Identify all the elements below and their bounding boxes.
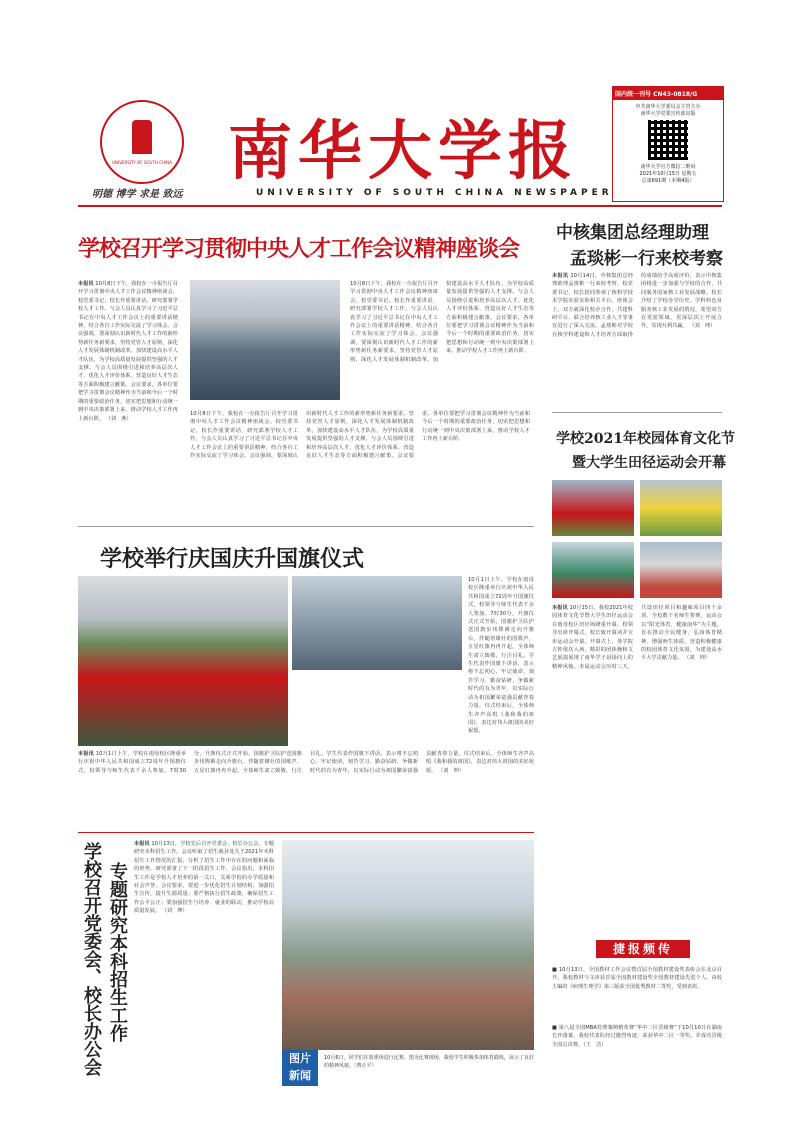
masthead-rule — [78, 205, 722, 207]
good-news-item-1: ■ 10月13日，全国教材工作会议暨首届全国教材建设奖表彰会在北京召开。我校教材与文章获首届全国教材建设奖全国教材建设先进个人，由校主编的《病理生理学》第三版获全国优秀教材二等奖，受到表彰。 — [552, 967, 722, 990]
seal-emblem-icon — [132, 120, 152, 154]
divider — [552, 412, 722, 413]
sports-photo-1 — [552, 480, 634, 536]
divider — [78, 526, 534, 527]
photo-news-label-2: 新闻 — [289, 1069, 311, 1082]
enroll-title-1: 学校召开党委会、校长办公会 — [81, 842, 102, 1076]
side2-byline: 本报讯 — [552, 605, 568, 611]
side1-byline: 本报讯 — [552, 273, 569, 279]
photo-caption: 10月6日，同学们在篮球场进行比赛。图为比赛现场，我校学生积极参加体育锻炼，展示了良好的精神风貌。（曹正平） — [324, 1055, 534, 1070]
photo-news-label-1: 图片 — [289, 1052, 311, 1065]
motto: 明德 博学 求是 致远 — [92, 189, 183, 200]
enroll-text: 10月13日，学校先后召开党委会、校长办公会，专题研究本科招生工作。会议听取了招生就业处关于2021年本科招生工作情况的汇报，分析了招生工作中存在的问题和面临的形势，研究部署了下一阶段招生工作。会议指出，本科招生工作是学校人才培养的第一关口，关系学校的办学质量和社会声誉。会议要求，要进一步优化招生计划结构，加强招生宣传，提升生源质量；要严格执行招生政策，确保招生工作公平公正；要加强招生与培养、就业的联动，推动学校高质量发展。 — [134, 841, 274, 915]
newspaper-title: 南华大学报 — [228, 114, 578, 189]
section-rule — [78, 832, 534, 833]
sports-photo-4 — [640, 542, 722, 598]
university-seal — [100, 100, 184, 184]
side2-text: 10月15日，我校2021年校园体育文化节暨大学生田径运动会在雨母校区田径场隆重开幕。校领导出席开幕式，校长致开幕词并宣布运动会开幕。开幕式上，各学院方阵依次入场，精彩的团体操和文艺展演展现了南华学子昂扬向上的精神风貌。本届运动会历时三天，共设田径项目和趣味项目四十余项，全校数千名师生参赛。运动会以“阳光体育，健康南华”为主题，旨在推动全民健身，弘扬体育精神，增强师生体质，营造积极健康的校园体育文化氛围，为建设高水平大学贡献力量。 — [552, 605, 722, 670]
lead-body-col1 — [78, 280, 178, 520]
sports-photo-3 — [552, 542, 634, 598]
enroll-body — [134, 840, 274, 1090]
side2-body — [552, 604, 722, 830]
qr-code-icon — [648, 120, 688, 160]
sports-photo-2 — [640, 480, 722, 536]
issue-date: 2021年10月15日 星期五 — [639, 171, 697, 177]
good-news-title: 捷报频传 — [612, 942, 673, 956]
cn-number: 国内统一刊号 CN43-0818/G — [613, 87, 723, 100]
side1-body — [552, 272, 722, 400]
side2-headline-1: 学校2021年校园体育文化节 — [556, 431, 735, 447]
info-box — [612, 86, 724, 202]
side1-headline-1: 中核集团总经理助理 — [556, 223, 709, 243]
side1-headline-2: 孟琰彬一行来校考察 — [570, 249, 723, 269]
seal-text: UNIVERSITY OF SOUTH CHINA — [112, 160, 172, 165]
flag-photo-right — [292, 576, 462, 670]
flag-author: （刘 坤） — [438, 767, 464, 774]
lead-body-col3 — [350, 280, 534, 404]
flag-body — [78, 750, 534, 826]
lead-author: （刘 燕） — [105, 415, 132, 422]
good-news-banner — [596, 940, 690, 958]
flag-photo-left — [78, 576, 288, 746]
lead-photo — [190, 280, 340, 400]
flag-text: 10月1日上午，学校在雨母校区隆重举行庆祝中华人民共和国成立72周年升国旗仪式，校领导与师生代表千余人参加。7时30分，升旗仪式正式开始，国旗护卫队护送国旗步伐铿锵走向升旗台。伴随着雄壮的国歌声，五星红旗冉冉升起，全体师生肃立致敬，行注目礼。学生代表作国旗下讲话，表示将不忘初心、牢记使命，刻苦学习、勤奋钻研，争做新时代的有为青年，以实际行动为祖国繁荣富强贡献青春力量。仪式结束后，全体师生齐声高唱《我和我的祖国》，表达对伟大祖国的美好祝愿。 — [78, 751, 534, 774]
flag-text-side: 10月1日上午，学校在雨母校区隆重举行庆祝中华人民共和国成立72周年升国旗仪式，校领导与师生代表千余人参加。7时30分，升旗仪式正式开始，国旗护卫队护送国旗步伐铿锵走向升旗台。伴随着雄壮的国歌声，五星红旗冉冉升起，全体师生肃立致敬，行注目礼。学生代表作国旗下讲话，表示将不忘初心、牢记使命，刻苦学习、勤奋钻研，争做新时代的有为青年，以实际行动为祖国繁荣富强贡献青春力量。仪式结束后，全体师生齐声高唱《我和我的祖国》，表达对伟大祖国的美好祝愿。 — [468, 577, 534, 735]
lead-byline: 本报讯 — [78, 281, 94, 287]
side2-author: （刘 坤） — [684, 655, 711, 662]
flag-byline: 本报讯 — [78, 751, 95, 757]
side2-headline-2: 暨大学生田径运动会开幕 — [572, 455, 726, 471]
photo-news-badge — [282, 1050, 318, 1086]
side1-author: （刘 坤） — [689, 323, 716, 330]
good-news-item-2: ■ 第八届全国MBA管理案例精英赛“华中二区晋级赛”于10月10日在湖南长沙落幕，我校代表队经过激烈角逐，荣获华中二区一等奖，并成功晋级全国总决赛。（王 洁） — [552, 1025, 722, 1048]
basketball-photo — [282, 840, 534, 1050]
flag-body-side — [468, 576, 534, 735]
sponsor-line-1: 中共南华大学委员会主管主办 — [635, 104, 701, 110]
enroll-title-2: 专题研究本科招生工作 — [107, 862, 128, 1042]
lead-body-col2 — [190, 410, 530, 522]
qr-caption: 南华大学官方微信二维码 — [640, 164, 696, 170]
lead-headline: 学校召开学习贯彻中央人才工作会议精神座谈会 — [78, 236, 520, 262]
side1-text: 10月14日，中核集团总经理助理孟琰彬一行来校考察，校党委书记、校长陪同参观了核科学技术学院实验室和相关平台。座谈会上，双方就深化校企合作、共建科研平台、联合培养核工业人才等事宜进行了深入交流。孟琰彬对学校在核学科建设和人才培养方面取得的成绩给予高度评价，表示中核集团将进一步加强与学校的合作，共同服务国家核工业发展战略。校长介绍了学校办学历史、学科特色及服务核工业发展的情况，希望双方在更宽领域、更深层次上开展合作，实现互利共赢。 — [552, 273, 722, 338]
lead-text-continued: 10月8日下午，我校在一办报告厅召开学习贯彻中央人才工作会议精神座谈会，校党委书记、校长作重要讲话，研究部署学校人才工作。与会人员认真学习了习近平总书记在中央人才工作会议上的重要讲话精神，结合各自工作实际交流了学习体会。会议强调，要深刻认识新时代人才工作的新形势新任务新要求，坚持党管人才原则，深化人才发展体制机制改革，加快建设高水平人才队伍，为学校高质量发展提供坚强的人才支撑。与会人员围绕引进和培养高层次人才、优化人才评价体系、营造良好人才生态等方面积极建言献策。会议要求，各单位要把学习贯彻会议精神作为当前和今后一个时期的重要政治任务，切实把思想和行动统一到中央决策部署上来，推动学校人才工作再上新台阶。 — [190, 411, 530, 460]
enroll-byline: 本报讯 — [134, 841, 150, 847]
lead-text: 10月8日下午，我校在一办报告厅召开学习贯彻中央人才工作会议精神座谈会，校党委书记、校长作重要讲话，研究部署学校人才工作。与会人员认真学习了习近平总书记在中央人才工作会议上的重要讲话精神，结合各自工作实际交流了学习体会。会议强调，要深刻认识新时代人才工作的新形势新任务新要求，坚持党管人才原则，深化人才发展体制机制改革，加快建设高水平人才队伍，为学校高质量发展提供坚强的人才支撑。与会人员围绕引进和培养高层次人才、优化人才评价体系、营造良好人才生态等方面积极建言献策。会议要求，各单位要把学习贯彻会议精神作为当前和今后一个时期的重要政治任务，切实把思想和行动统一到中央决策部署上来，推动学校人才工作再上新台阶。 — [78, 281, 178, 422]
sponsor-line-2: 南华大学党委宣传部出版 — [640, 111, 696, 117]
issue-number: 总第691期（本期4版） — [641, 178, 695, 184]
lead-text-side: 10月8日下午，我校在一办报告厅召开学习贯彻中央人才工作会议精神座谈会，校党委书记、校长作重要讲话，研究部署学校人才工作。与会人员认真学习了习近平总书记在中央人才工作会议上的重要讲话精神，结合各自工作实际交流了学习体会。会议强调，要深刻认识新时代人才工作的新形势新任务新要求，坚持党管人才原则，深化人才发展体制机制改革，加快建设高水平人才队伍，为学校高质量发展提供坚强的人才支撑。与会人员围绕引进和培养高层次人才、优化人才评价体系、营造良好人才生态等方面积极建言献策。会议要求，各单位要把学习贯彻会议精神作为当前和今后一个时期的重要政治任务，切实把思想和行动统一到中央决策部署上来，推动学校人才工作再上新台阶。 — [350, 281, 534, 363]
flag-headline: 学校举行庆国庆升国旗仪式 — [100, 546, 365, 572]
english-title: UNIVERSITY OF SOUTH CHINA NEWSPAPER — [256, 188, 613, 198]
enroll-author: （刘 坤） — [161, 908, 188, 915]
